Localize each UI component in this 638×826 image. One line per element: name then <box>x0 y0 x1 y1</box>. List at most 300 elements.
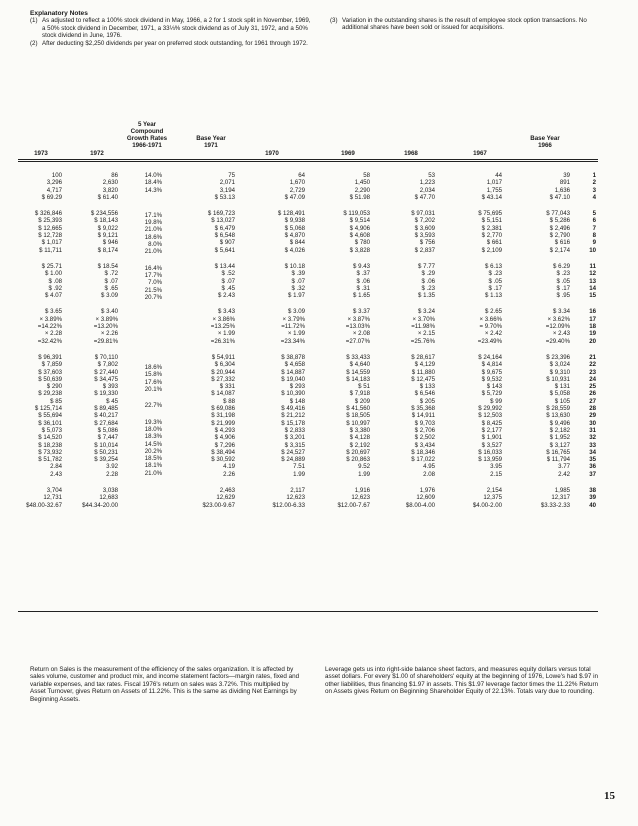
table-cell: 12,623 <box>351 494 370 502</box>
table-cell: 19.3% <box>144 418 162 426</box>
table-cell: 1,916 <box>354 486 370 494</box>
table-cell <box>66 201 118 210</box>
table-cell: $ 6.13 <box>485 262 502 270</box>
table-cell: $ 3,828 <box>349 246 370 254</box>
table-cell: $ 2.43 <box>218 292 235 300</box>
table-cell <box>240 345 305 354</box>
table-cell <box>18 201 62 210</box>
table-cell <box>18 478 62 487</box>
header-1970: 1970 <box>265 150 279 157</box>
table-cell: =32.42% <box>37 337 62 345</box>
table-cell <box>130 301 162 310</box>
table-cell: $ 616 <box>554 239 570 247</box>
table-cell: =13.25% <box>210 323 235 331</box>
table-cell: $ 290 <box>46 383 62 391</box>
table-cell: $ 61.40 <box>97 193 118 201</box>
note-2: (2) After deducting $2,250 dividends per year on preferred stock outstanding, for 1961 through 1972. <box>30 39 308 47</box>
table-cell: $ 7.77 <box>418 262 435 270</box>
table-cell: $ 9,938 <box>284 217 305 225</box>
row-number: 16 <box>589 308 596 316</box>
table-cell: $ 9,532 <box>481 375 502 383</box>
table-cell: $8.00-4.00 <box>405 501 435 509</box>
table-cell <box>375 201 435 210</box>
table-cell: =23.34% <box>280 337 305 345</box>
table-cell: $ 38,494 <box>211 448 235 456</box>
table-cell <box>440 254 502 263</box>
table-cell: $ 9,514 <box>349 217 370 225</box>
header-base-1966: Base Year 1966 <box>530 135 560 149</box>
table-cell: $ 38,878 <box>281 353 305 361</box>
table-cell: $ .32 <box>291 284 305 292</box>
table-cell <box>240 299 305 308</box>
table-cell: $ 77,043 <box>546 210 570 218</box>
table-cell: $ 4,814 <box>481 361 502 369</box>
table-cell: $4.00-2.00 <box>472 501 502 509</box>
table-cell: $ 3.34 <box>553 308 570 316</box>
table-cell: $ 2,502 <box>414 434 435 442</box>
table-cell: $ 169,723 <box>207 210 235 218</box>
row-number: 11 <box>589 262 596 270</box>
table-cell: $ .05 <box>488 277 502 285</box>
table-cell <box>130 194 162 203</box>
table-cell: =27.07% <box>345 337 370 345</box>
table-cell: $ 4,658 <box>284 361 305 369</box>
table-cell: × 1.99 <box>287 330 305 338</box>
table-cell: $ 844 <box>289 239 305 247</box>
table-cell: 18.1% <box>144 462 162 470</box>
explanatory-notes-right <box>330 17 595 32</box>
table-cell: $ .17 <box>556 284 570 292</box>
table-cell: 7.0% <box>148 279 162 287</box>
table-cell: $ 12,503 <box>478 412 502 420</box>
table-cell: $ 47.70 <box>414 193 435 201</box>
table-cell: $ 5,086 <box>97 426 118 434</box>
table-cell: =25.76% <box>410 337 435 345</box>
table-cell: $ 10,931 <box>546 375 570 383</box>
table-cell: 2.84 <box>50 463 62 471</box>
table-cell: $ 7,202 <box>414 217 435 225</box>
table-cell: $ 4,870 <box>284 232 305 240</box>
table-cell: $23.00-9.67 <box>202 501 235 509</box>
table-cell: $ 5,068 <box>284 224 305 232</box>
table-cell: 12,629 <box>216 494 235 502</box>
table-cell: 2.43 <box>50 470 62 478</box>
table-cell: $ 10,390 <box>281 390 305 398</box>
table-cell: × 3.89% <box>39 315 62 323</box>
table-cell: $ 24,164 <box>478 353 502 361</box>
row-number: 21 <box>589 353 596 361</box>
table-cell: 21.0% <box>144 469 162 477</box>
table-cell: $ 24,889 <box>281 456 305 464</box>
table-cell: $ 3,593 <box>414 232 435 240</box>
table-cell: $ .06 <box>421 277 435 285</box>
table-cell: $ .23 <box>488 270 502 278</box>
table-cell: $ 7,859 <box>41 361 62 369</box>
table-cell: $ 9,121 <box>97 232 118 240</box>
table-cell: $ 43.14 <box>481 193 502 201</box>
row-number: 14 <box>589 284 596 292</box>
table-cell: $ .07 <box>104 277 118 285</box>
table-cell <box>66 299 118 308</box>
table-cell: $ .95 <box>556 292 570 300</box>
table-cell: $ 51,782 <box>38 456 62 464</box>
table-cell: $ 50,231 <box>94 448 118 456</box>
row-number: 40 <box>589 501 596 509</box>
table-cell: $ .31 <box>356 284 370 292</box>
table-cell: $ 2,381 <box>481 224 502 232</box>
explanatory-notes-left <box>30 10 315 47</box>
table-cell: $ 3,609 <box>414 224 435 232</box>
table-cell: 3,704 <box>46 486 62 494</box>
table-cell: $ 18,346 <box>411 448 435 456</box>
table-cell: $ 4,128 <box>349 434 370 442</box>
table-cell: $ 17,022 <box>411 456 435 464</box>
table-cell: $ 133 <box>419 383 435 391</box>
table-cell: $ 45 <box>106 397 118 405</box>
table-cell: $ .23 <box>421 284 435 292</box>
row-number: 28 <box>589 405 596 413</box>
table-cell: 2,034 <box>419 186 435 194</box>
table-cell <box>130 328 162 337</box>
table-cell <box>305 478 370 487</box>
table-cell: =29.40% <box>545 337 570 345</box>
table-cell: 2,071 <box>219 179 235 187</box>
table-cell: $ 1.13 <box>485 292 502 300</box>
row-number: 2 <box>592 179 596 187</box>
table-cell: $ 143 <box>486 383 502 391</box>
table-cell: $ 2.65 <box>485 308 502 316</box>
table-cell: × 3.66% <box>479 315 502 323</box>
table-cell: $ 756 <box>419 239 435 247</box>
table-cell: $12.00-6.33 <box>272 501 305 509</box>
table-cell: $ 293 <box>289 383 305 391</box>
table-cell <box>18 299 62 308</box>
table-cell: =13.20% <box>93 323 118 331</box>
table-cell: $ 88 <box>223 397 235 405</box>
table-cell: $ 6,548 <box>214 232 235 240</box>
table-cell: 44 <box>495 172 502 179</box>
table-cell: $ 4,129 <box>414 361 435 369</box>
table-cell: $ 16,033 <box>478 448 502 456</box>
table-cell: $ 1,952 <box>549 434 570 442</box>
table-cell: $ 70,110 <box>94 353 118 361</box>
row-number <box>580 345 596 354</box>
table-cell: $ .52 <box>221 270 235 278</box>
table-cell: $ 119,053 <box>343 210 370 218</box>
row-number: 15 <box>589 292 596 300</box>
table-cell <box>305 299 370 308</box>
table-cell: 14.0% <box>144 172 162 179</box>
table-cell: 12,623 <box>286 494 305 502</box>
table-cell: 12,683 <box>99 494 118 502</box>
table-cell: 12,731 <box>43 494 62 502</box>
table-cell: $ 54,911 <box>211 353 235 361</box>
row-number <box>580 254 596 263</box>
table-cell: $ 6,304 <box>214 361 235 369</box>
header-rule-bottom <box>18 161 598 162</box>
table-cell: 2.08 <box>423 470 435 478</box>
table-cell <box>18 254 62 263</box>
row-number <box>580 478 596 487</box>
row-number: 38 <box>589 486 596 494</box>
table-cell: $ .23 <box>556 270 570 278</box>
column-1973 <box>18 172 62 509</box>
table-cell: 9.52 <box>358 463 370 471</box>
column-1972 <box>66 172 118 509</box>
table-cell: $ .06 <box>356 277 370 285</box>
table-cell: × 2.42 <box>484 330 502 338</box>
table-cell: 3.77 <box>558 463 570 471</box>
table-cell: $ 7,918 <box>349 390 370 398</box>
table-cell: $ 3.65 <box>45 308 62 316</box>
table-cell <box>130 513 162 522</box>
table-cell: $ 49,416 <box>281 405 305 413</box>
table-cell: 2.42 <box>558 470 570 478</box>
table-cell: 2,117 <box>290 486 305 494</box>
table-cell: $ 3,315 <box>284 441 305 449</box>
table-cell: $ 13,630 <box>546 412 570 420</box>
row-number: 3 <box>592 186 596 194</box>
table-cell: 21.0% <box>144 226 162 234</box>
table-cell <box>305 254 370 263</box>
notes-heading: Explanatory Notes <box>30 10 88 17</box>
table-cell: $ 331 <box>219 383 235 391</box>
header-base-1971: Base Year 1971 <box>196 135 226 149</box>
table-cell: $ 907 <box>219 239 235 247</box>
table-cell: $ 89,485 <box>94 405 118 413</box>
table-cell: 39 <box>563 172 570 179</box>
table-cell: 12,317 <box>551 494 570 502</box>
table-cell: $ .92 <box>48 284 62 292</box>
table-cell: $ 47.10 <box>549 193 570 201</box>
table-cell <box>130 495 162 504</box>
table-cell <box>440 201 502 210</box>
table-cell <box>66 478 118 487</box>
table-cell: $ 14,911 <box>411 412 435 420</box>
table-cell: 2,463 <box>219 486 235 494</box>
table-cell: =11.98% <box>411 323 435 331</box>
table-cell: =23.49% <box>477 337 502 345</box>
table-cell: × 3.89% <box>95 315 118 323</box>
table-cell: 1,670 <box>289 179 305 187</box>
table-cell: × 3.79% <box>282 315 305 323</box>
table-cell: 2.26 <box>223 470 235 478</box>
table-cell: × 1.99 <box>217 330 235 338</box>
table-cell: $ 105 <box>554 397 570 405</box>
table-cell: $ 21,999 <box>211 419 235 427</box>
table-cell: 2,290 <box>354 186 370 194</box>
table-cell: $ 1.65 <box>353 292 370 300</box>
row-number: 31 <box>589 426 596 434</box>
table-cell <box>175 299 235 308</box>
table-cell: 3,820 <box>102 186 118 194</box>
table-cell: $ 10,997 <box>346 419 370 427</box>
table-cell: $ 1,017 <box>41 239 62 247</box>
table-cell: $ 14,520 <box>38 434 62 442</box>
table-cell <box>130 355 162 364</box>
table-cell: $ 8,174 <box>97 246 118 254</box>
table-cell <box>175 201 235 210</box>
table-cell: × 3.70% <box>412 315 435 323</box>
table-cell: $ 12,475 <box>411 375 435 383</box>
table-cell <box>440 478 502 487</box>
table-cell: $ 1.00 <box>45 270 62 278</box>
table-cell: $48.00-32.67 <box>26 501 62 509</box>
table-cell: $ 18,238 <box>38 441 62 449</box>
row-number: 26 <box>589 390 596 398</box>
table-cell: 3,194 <box>219 186 235 194</box>
table-cell: $ 53.13 <box>214 193 235 201</box>
row-number: 19 <box>589 330 596 338</box>
table-cell: $ 234,556 <box>90 210 118 218</box>
table-cell: $ 12,728 <box>38 232 62 240</box>
table-cell: 86 <box>111 172 118 179</box>
table-cell: $ 13,959 <box>478 456 502 464</box>
table-cell: $ 69.29 <box>41 193 62 201</box>
table-cell: $ 23,396 <box>546 353 570 361</box>
table-cell: $ 11,711 <box>39 246 62 254</box>
table-cell: $ .72 <box>104 270 118 278</box>
table-cell: 100 <box>51 172 62 179</box>
table-cell: 20.2% <box>144 447 162 455</box>
table-cell: $ 9,703 <box>414 419 435 427</box>
row-number: 4 <box>592 193 596 201</box>
table-cell: $ 27,332 <box>211 375 235 383</box>
table-cell: $ 96,391 <box>38 353 62 361</box>
table-cell: $ 36,101 <box>38 419 62 427</box>
table-cell: $ 16,765 <box>546 448 570 456</box>
table-cell: $ 37,603 <box>38 368 62 376</box>
table-cell: =13.03% <box>345 323 370 331</box>
table-cell: $ 7,802 <box>97 361 118 369</box>
table-cell: $ 6,479 <box>214 224 235 232</box>
table-cell: $ 3,024 <box>549 361 570 369</box>
table-cell <box>440 345 502 354</box>
table-cell: =11.72% <box>281 323 305 331</box>
table-cell: $ 5,286 <box>549 217 570 225</box>
table-cell: $ 47.09 <box>284 193 305 201</box>
table-cell: 12,375 <box>483 494 502 502</box>
table-cell <box>375 478 435 487</box>
table-cell: $ 5,151 <box>481 217 502 225</box>
table-cell: $ 9,675 <box>481 368 502 376</box>
table-cell: 1,223 <box>419 179 435 187</box>
table-cell: 58 <box>363 172 370 179</box>
leverage-paragraph: Leverage gets us into right-side balance sheet factors, and measures equity dollars versus total asset dollars. For every $1.00 of shareholders' equity at the beginning of 1976, Lowe's had $.97 in other liabilities, thus financing $1.97 in assets. This $1.97 leverage factor times the 11.22% Return on Assets gives Return on Beginning Shareholder Equity of 22.13%. Totals vary due to rounding. <box>325 666 599 696</box>
table-cell: $ 4,906 <box>349 224 370 232</box>
table-cell: $ 55,694 <box>38 412 62 420</box>
table-cell: 17.6% <box>144 378 162 386</box>
row-number: 27 <box>589 397 596 405</box>
table-cell: $ 40,217 <box>94 412 118 420</box>
table-cell: $ 3.40 <box>101 308 118 316</box>
table-cell: $ 9,022 <box>97 224 118 232</box>
table-cell: $ 3.24 <box>418 308 435 316</box>
table-cell: $ 30,592 <box>211 456 235 464</box>
table-cell: $ 1.97 <box>288 292 305 300</box>
table-cell: 18.0% <box>144 425 162 433</box>
table-cell: 3,038 <box>102 486 118 494</box>
table-cell: 18.4% <box>144 179 162 187</box>
table-cell: 8.0% <box>148 241 162 249</box>
table-cell: $ .37 <box>356 270 370 278</box>
table-cell: $ 209 <box>354 397 370 405</box>
column-base-1966 <box>508 172 570 509</box>
row-number: 33 <box>589 441 596 449</box>
column-growth-rates <box>130 172 162 531</box>
table-cell: $ 13.44 <box>214 262 235 270</box>
row-number: 10 <box>589 246 596 254</box>
header-1967: 1967 <box>473 150 487 157</box>
table-bottom-rule <box>18 611 598 612</box>
table-cell: 1,017 <box>486 179 502 187</box>
table-cell: $ 2,770 <box>481 232 502 240</box>
table-cell: $ 780 <box>354 239 370 247</box>
table-cell: $ 3,380 <box>349 426 370 434</box>
table-cell: $ 11,794 <box>546 456 570 464</box>
note-1: (1) As adjusted to reflect a 100% stock dividend in May, 1966, a 2 for 1 stock split in November, 1969, a 50% stock dividend in December, 1971, a 33⅓% stock dividend as of July 31, 1972, and a 50% stock dividend in June, 1976. <box>30 17 311 40</box>
table-cell: $ 50,639 <box>38 375 62 383</box>
table-cell: $ .29 <box>421 270 435 278</box>
table-cell: $ 28,559 <box>546 405 570 413</box>
table-cell: $ 125,714 <box>34 405 62 413</box>
table-cell: $ 5,058 <box>549 390 570 398</box>
table-cell: $ 13,027 <box>211 217 235 225</box>
row-number: 17 <box>589 315 596 323</box>
return-on-sales-paragraph: Return on Sales is the measurement of the efficiency of the sales organization. It is affected by sales volume, customer and product mix, and income statement factors—margin rates, fixed and variable expenses, and tax rates. Fiscal 1976's return on sales was 3.72%. This multiplied by Asset Turnover, gives Return on Assets of 11.22%. This is the same as dividing Net Earnings by Beginning Assets. <box>30 666 300 703</box>
table-cell: $ .17 <box>488 284 502 292</box>
table-cell: 2.15 <box>490 470 502 478</box>
table-cell: $ 2,833 <box>284 426 305 434</box>
table-cell: 3,296 <box>46 179 62 187</box>
table-cell: 18.5% <box>144 455 162 463</box>
table-cell: $ 85 <box>50 397 62 405</box>
table-cell: $ 9,496 <box>549 419 570 427</box>
page-number: 15 <box>604 790 615 802</box>
table-cell: 2,729 <box>289 186 305 194</box>
table-cell: × 2.43 <box>552 330 570 338</box>
table-cell: $ 6.29 <box>553 262 570 270</box>
header-rule-top <box>18 159 598 160</box>
column-base-1971 <box>175 172 235 509</box>
table-cell: $ 2,177 <box>481 426 502 434</box>
row-number: 5 <box>592 210 596 218</box>
table-cell <box>440 299 502 308</box>
table-cell: $ 6,546 <box>414 390 435 398</box>
table-cell: 18.6% <box>144 364 162 372</box>
table-cell: $ 3,527 <box>481 441 502 449</box>
table-cell <box>130 410 162 419</box>
table-cell: $ 326,846 <box>34 210 62 218</box>
table-cell: $ 3.09 <box>101 292 118 300</box>
table-cell: 17.1% <box>144 211 162 219</box>
table-cell: $ 4,608 <box>349 232 370 240</box>
table-cell: 75 <box>228 172 235 179</box>
row-number <box>580 201 596 210</box>
table-cell: $ 2,790 <box>549 232 570 240</box>
row-number: 36 <box>589 463 596 471</box>
table-cell: $ 2,174 <box>549 246 570 254</box>
table-cell: $ 4,640 <box>349 361 370 369</box>
table-cell: $ 1,901 <box>481 434 502 442</box>
table-cell: $ 393 <box>102 383 118 391</box>
table-cell: $ 35,368 <box>411 405 435 413</box>
table-cell: $ 19,040 <box>281 375 305 383</box>
table-cell: $44.34-20.00 <box>82 501 118 509</box>
table-cell: 53 <box>428 172 435 179</box>
table-cell: 1,636 <box>554 186 570 194</box>
table-cell: 2,630 <box>102 179 118 187</box>
